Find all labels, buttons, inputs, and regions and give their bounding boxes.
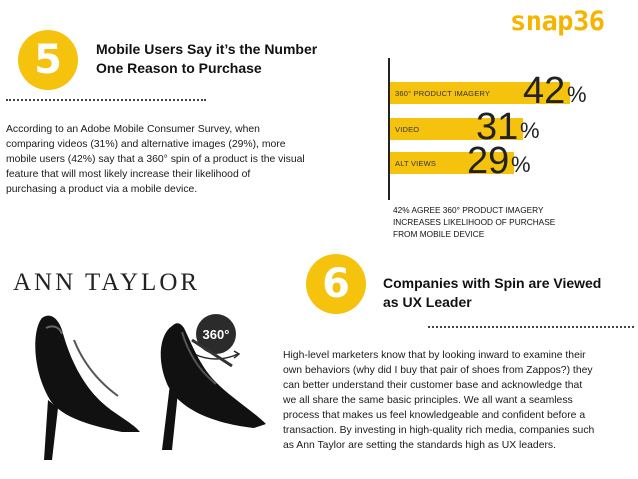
chart-caption-line: 42% AGREE 360° PRODUCT IMAGERY — [393, 205, 544, 215]
section5-dotted-divider — [6, 99, 206, 101]
section6-body — [283, 348, 633, 453]
section5-body-line: feature that will most likely increase their likelihood of — [6, 169, 251, 180]
chart-value-label: 29 — [467, 140, 510, 182]
section6-body-line: we all share the same basic principles. We all want a seamless — [283, 395, 573, 406]
ann-taylor-brand-logo: ANN TAYLOR — [13, 269, 201, 296]
chart-caption-line: FROM MOBILE DEVICE — [393, 229, 485, 239]
section5-title-line1: Mobile Users Say it’s the Number — [96, 41, 318, 57]
section6-body-line: process that makes us feel knowledgeable and confident before a — [283, 410, 586, 421]
section6-body-line: own behaviors (why did I buy that pair of shoes from Zappos?) they — [283, 365, 593, 376]
section5-body-line: mobile users (42%) say that a 360° spin of a product is the visual — [6, 154, 305, 165]
section5-body-line: purchasing a product via a mobile device. — [6, 184, 198, 195]
section6-body-line: High-level marketers know that by looking inward to examine their — [283, 350, 586, 361]
section5-body — [6, 122, 356, 197]
spin-360-badge: 360° — [196, 314, 236, 354]
section-number-badge-5: 5 — [18, 30, 78, 90]
section5-body-line: comparing videos (31%) and alternative images (29%), more — [6, 139, 286, 150]
chart-unit-label: % — [520, 118, 540, 143]
section5-title-line2: One Reason to Purchase — [96, 60, 262, 76]
section6-title-line2: as UX Leader — [383, 294, 472, 310]
section-number-badge-6: 6 — [306, 254, 366, 314]
chart-bar-label: ALT VIEWS — [395, 159, 437, 168]
section6-body-line: transaction. By investing in high-quality rich media, companies such — [283, 425, 595, 436]
section6-dotted-divider — [428, 326, 634, 328]
chart-value-label: 31 — [476, 106, 519, 148]
section6-title — [383, 274, 638, 312]
chart-bar-label: 360° PRODUCT IMAGERY — [395, 89, 491, 98]
shoe-image — [22, 300, 270, 470]
chart-unit-label: % — [511, 152, 531, 177]
snap36-logo: snap36 — [510, 6, 605, 37]
section6-title-line1: Companies with Spin are Viewed — [383, 275, 602, 291]
section5-title — [96, 40, 376, 78]
section5-body-line: According to an Adobe Mobile Consumer Survey, when — [6, 124, 260, 135]
chart — [383, 58, 633, 208]
chart-unit-label: % — [567, 82, 587, 107]
chart-bar-label: VIDEO — [395, 125, 420, 134]
section6-body-line: can better understand their customer base and acknowledge that — [283, 380, 583, 391]
section6-body-line: as Ann Taylor are setting the standards high as UX leaders. — [283, 440, 557, 451]
chart-caption-line: INCREASES LIKELIHOOD OF PURCHASE — [393, 217, 556, 227]
chart-value-label: 42 — [523, 70, 566, 112]
chart-caption — [393, 204, 593, 240]
